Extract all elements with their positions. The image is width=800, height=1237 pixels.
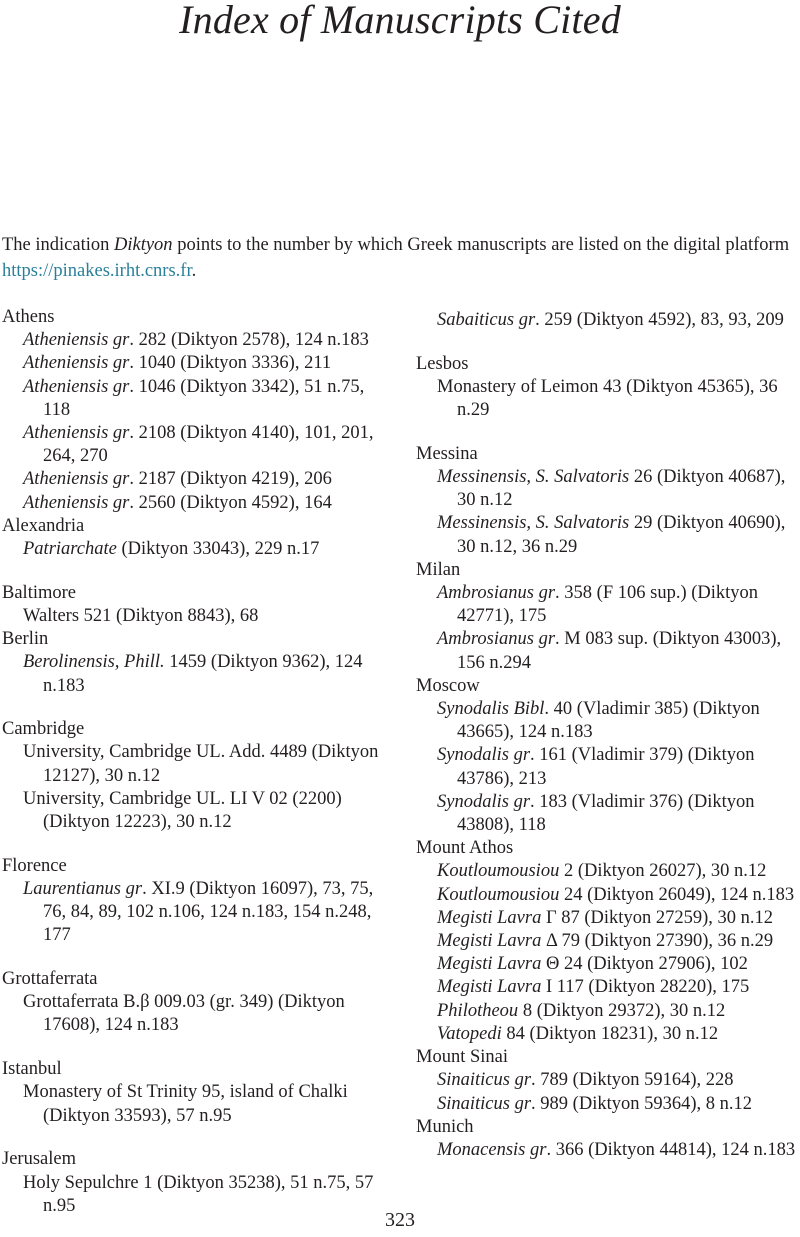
- manuscript-details: . 366 (Diktyon 44814), 124 n.183: [546, 1139, 796, 1160]
- manuscript-details: . 2187 (Diktyon 4219), 206: [129, 469, 332, 490]
- manuscript-shelfmark: Messinensis, S. Salvatoris: [437, 513, 630, 534]
- manuscript-shelfmark: Atheniensis gr: [23, 469, 130, 490]
- intro-text: points to the number by which Greek manuscripts are listed on the digital platform: [172, 235, 790, 255]
- manuscript-entry: [416, 309, 798, 332]
- location-heading: Grottaferrata: [2, 969, 98, 990]
- manuscript-shelfmark: Monacensis gr: [437, 1139, 547, 1160]
- manuscript-entry: [416, 582, 798, 628]
- manuscript-shelfmark: Ambrosianus gr: [437, 583, 556, 604]
- group-spacer: [2, 561, 392, 582]
- manuscript-entry: [2, 651, 392, 697]
- manuscript-entry: [2, 741, 392, 787]
- manuscript-shelfmark: Atheniensis gr: [23, 376, 130, 397]
- manuscript-entry: [2, 376, 392, 422]
- location-heading: Florence: [2, 855, 67, 876]
- manuscript-shelfmark: Synodalis gr: [437, 745, 531, 766]
- manuscript-entry: [2, 492, 392, 515]
- manuscript-details: . 183 (Vladimir 376) (Diktyon 43808), 118: [457, 791, 755, 836]
- manuscript-shelfmark: Koutloumousiou: [437, 884, 560, 905]
- intro-text: .: [191, 261, 197, 281]
- manuscript-entry: [416, 953, 798, 976]
- manuscript-details: 2 (Diktyon 26027), 30 n.12: [559, 861, 767, 882]
- manuscript-shelfmark: Patriarchate: [23, 539, 117, 560]
- manuscript-details: (Diktyon 33043), 229 n.17: [116, 539, 320, 560]
- group-spacer: [416, 422, 798, 443]
- manuscript-entry: [416, 1069, 798, 1092]
- manuscript-details: Walters 521 (Diktyon 8843), 68: [23, 605, 259, 626]
- manuscript-entry: [416, 1093, 798, 1116]
- manuscript-entry: [416, 1000, 798, 1023]
- manuscript-details: 84 (Diktyon 18231), 30 n.12: [501, 1023, 719, 1044]
- location-heading: Mount Sinai: [416, 1047, 508, 1068]
- location-heading: Milan: [416, 559, 461, 580]
- manuscript-shelfmark: Atheniensis gr: [23, 330, 130, 351]
- manuscript-details: . 40 (Vladimir 385) (Diktyon 43665), 124 n.183: [457, 699, 760, 743]
- manuscript-details: . 2560 (Diktyon 4592), 164: [129, 492, 332, 513]
- manuscript-shelfmark: Vatopedi: [437, 1023, 502, 1044]
- manuscript-shelfmark: Messinensis, S. Salvatoris: [437, 467, 630, 488]
- manuscript-details: . XI.9 (Diktyon 16097), 73, 75, 76, 84, 89, 102 n.106, 124 n.183, 154 n.248, 177: [43, 878, 374, 946]
- manuscript-shelfmark: Megisti Lavra: [437, 907, 542, 928]
- manuscript-details: 24 (Diktyon 26049), 124 n.183: [559, 884, 795, 905]
- manuscript-details: . 1046 (Diktyon 3342), 51 n.75, 118: [43, 376, 365, 420]
- page-number: 323: [385, 1209, 415, 1231]
- intro-emphasis: Diktyon: [114, 235, 173, 255]
- group-spacer: [2, 948, 392, 969]
- manuscript-shelfmark: Megisti Lavra: [437, 954, 542, 975]
- manuscript-entry: [416, 907, 798, 930]
- manuscript-details: University, Cambridge UL. LI V 02 (2200) (Diktyon 12223), 30 n.12: [23, 788, 342, 833]
- manuscript-shelfmark: Megisti Lavra: [437, 977, 542, 998]
- manuscript-entry: [2, 1081, 392, 1127]
- location-heading: Mount Athos: [416, 838, 514, 859]
- manuscript-entry: [2, 991, 392, 1037]
- manuscript-shelfmark: Sinaiticus gr: [437, 1070, 532, 1091]
- index-column-left: [2, 306, 392, 1218]
- manuscript-details: I 117 (Diktyon 28220), 175: [541, 977, 750, 998]
- index-column-right: [416, 309, 798, 1162]
- manuscript-details: Γ 87 (Diktyon 27259), 30 n.12: [541, 907, 773, 928]
- location-heading: Moscow: [416, 675, 480, 696]
- manuscript-entry: [2, 468, 392, 491]
- manuscript-shelfmark: Philotheou: [437, 1000, 519, 1021]
- manuscript-shelfmark: Sabaiticus gr: [437, 310, 536, 330]
- manuscript-details: . 989 (Diktyon 59364), 8 n.12: [531, 1093, 753, 1114]
- location-heading: Berlin: [2, 629, 49, 650]
- manuscript-details: Grottaferrata B.β 009.03 (gr. 349) (Diktyon 17608), 124 n.183: [23, 992, 345, 1036]
- manuscript-entry: [2, 352, 392, 375]
- manuscript-entry: [416, 744, 798, 790]
- manuscript-details: Monastery of St Trinity 95, island of Chalki (Diktyon 33593), 57 n.95: [23, 1082, 348, 1126]
- intro-paragraph: [2, 232, 792, 284]
- manuscript-entry: [2, 605, 392, 628]
- manuscript-entry: [416, 628, 798, 674]
- manuscript-shelfmark: Atheniensis gr: [23, 423, 130, 444]
- manuscript-entry: [416, 1139, 798, 1162]
- group-spacer: [416, 332, 798, 353]
- manuscript-entry: [2, 329, 392, 352]
- manuscript-shelfmark: Sinaiticus gr: [437, 1093, 532, 1114]
- manuscript-entry: [416, 512, 798, 558]
- manuscript-details: 26 (Diktyon 40687), 30 n.12: [457, 467, 786, 511]
- group-spacer: [2, 1038, 392, 1059]
- manuscript-details: . 789 (Diktyon 59164), 228: [531, 1070, 734, 1091]
- location-heading: Lesbos: [416, 353, 469, 374]
- manuscript-entry: [416, 376, 798, 422]
- group-spacer: [2, 698, 392, 719]
- manuscript-details: 1459 (Diktyon 9362), 124 n.183: [43, 652, 363, 696]
- manuscript-details: Θ 24 (Diktyon 27906), 102: [541, 954, 748, 975]
- manuscript-shelfmark: Ambrosianus gr: [437, 629, 556, 650]
- manuscript-details: Holy Sepulchre 1 (Diktyon 35238), 51 n.75, 57 n.95: [23, 1172, 374, 1216]
- group-spacer: [2, 834, 392, 855]
- location-heading: Munich: [416, 1116, 474, 1137]
- manuscript-shelfmark: Koutloumousiou: [437, 861, 560, 882]
- manuscript-shelfmark: Synodalis Bibl: [437, 699, 545, 720]
- manuscript-details: University, Cambridge UL. Add. 4489 (Diktyon 12127), 30 n.12: [23, 742, 379, 786]
- manuscript-details: . 358 (F 106 sup.) (Diktyon 42771), 175: [457, 583, 759, 627]
- manuscript-entry: [416, 791, 798, 837]
- intro-text: The indication: [2, 235, 114, 255]
- location-heading: Alexandria: [2, 515, 85, 536]
- location-heading: Cambridge: [2, 719, 85, 740]
- manuscript-details: . 259 (Diktyon 4592), 83, 93, 209: [535, 310, 784, 330]
- group-spacer: [2, 1128, 392, 1149]
- manuscript-entry: [416, 976, 798, 999]
- manuscript-details: Δ 79 (Diktyon 27390), 36 n.29: [541, 931, 774, 952]
- manuscript-entry: [2, 422, 392, 468]
- manuscript-entry: [416, 930, 798, 953]
- location-heading: Jerusalem: [2, 1149, 76, 1170]
- manuscript-entry: [416, 466, 798, 512]
- manuscript-entry: [2, 788, 392, 834]
- manuscript-entry: [416, 860, 798, 883]
- manuscript-details: 8 (Diktyon 29372), 30 n.12: [518, 1000, 726, 1021]
- manuscript-shelfmark: Berolinensis, Phill.: [23, 652, 165, 673]
- manuscript-shelfmark: Laurentianus gr: [23, 878, 143, 899]
- manuscript-shelfmark: Megisti Lavra: [437, 931, 542, 952]
- manuscript-entry: [2, 538, 392, 561]
- location-heading: Baltimore: [2, 582, 76, 603]
- manuscript-details: Monastery of Leimon 43 (Diktyon 45365), 36 n.29: [437, 376, 778, 421]
- manuscript-details: . 2108 (Diktyon 4140), 101, 201, 264, 270: [43, 423, 374, 467]
- manuscript-shelfmark: Synodalis gr: [437, 791, 531, 812]
- pinakes-link[interactable]: https://pinakes.irht.cnrs.fr: [2, 261, 192, 281]
- manuscript-shelfmark: Atheniensis gr: [23, 353, 130, 374]
- manuscript-details: . 161 (Vladimir 379) (Diktyon 43786), 213: [457, 745, 755, 789]
- location-heading: Istanbul: [2, 1059, 62, 1080]
- location-heading: Athens: [2, 307, 55, 327]
- manuscript-details: 29 (Diktyon 40690), 30 n.12, 36 n.29: [457, 513, 786, 557]
- manuscript-details: . 1040 (Diktyon 3336), 211: [129, 353, 332, 374]
- manuscript-details: . M 083 sup. (Diktyon 43003), 156 n.294: [457, 629, 782, 673]
- manuscript-entry: [416, 1023, 798, 1046]
- location-heading: Messina: [416, 443, 478, 464]
- manuscript-shelfmark: Atheniensis gr: [23, 492, 130, 513]
- page-title: Index of Manuscripts Cited: [179, 0, 621, 42]
- manuscript-entry: [416, 884, 798, 907]
- manuscript-entry: [2, 878, 392, 948]
- manuscript-entry: [416, 698, 798, 744]
- manuscript-details: . 282 (Diktyon 2578), 124 n.183: [129, 330, 369, 351]
